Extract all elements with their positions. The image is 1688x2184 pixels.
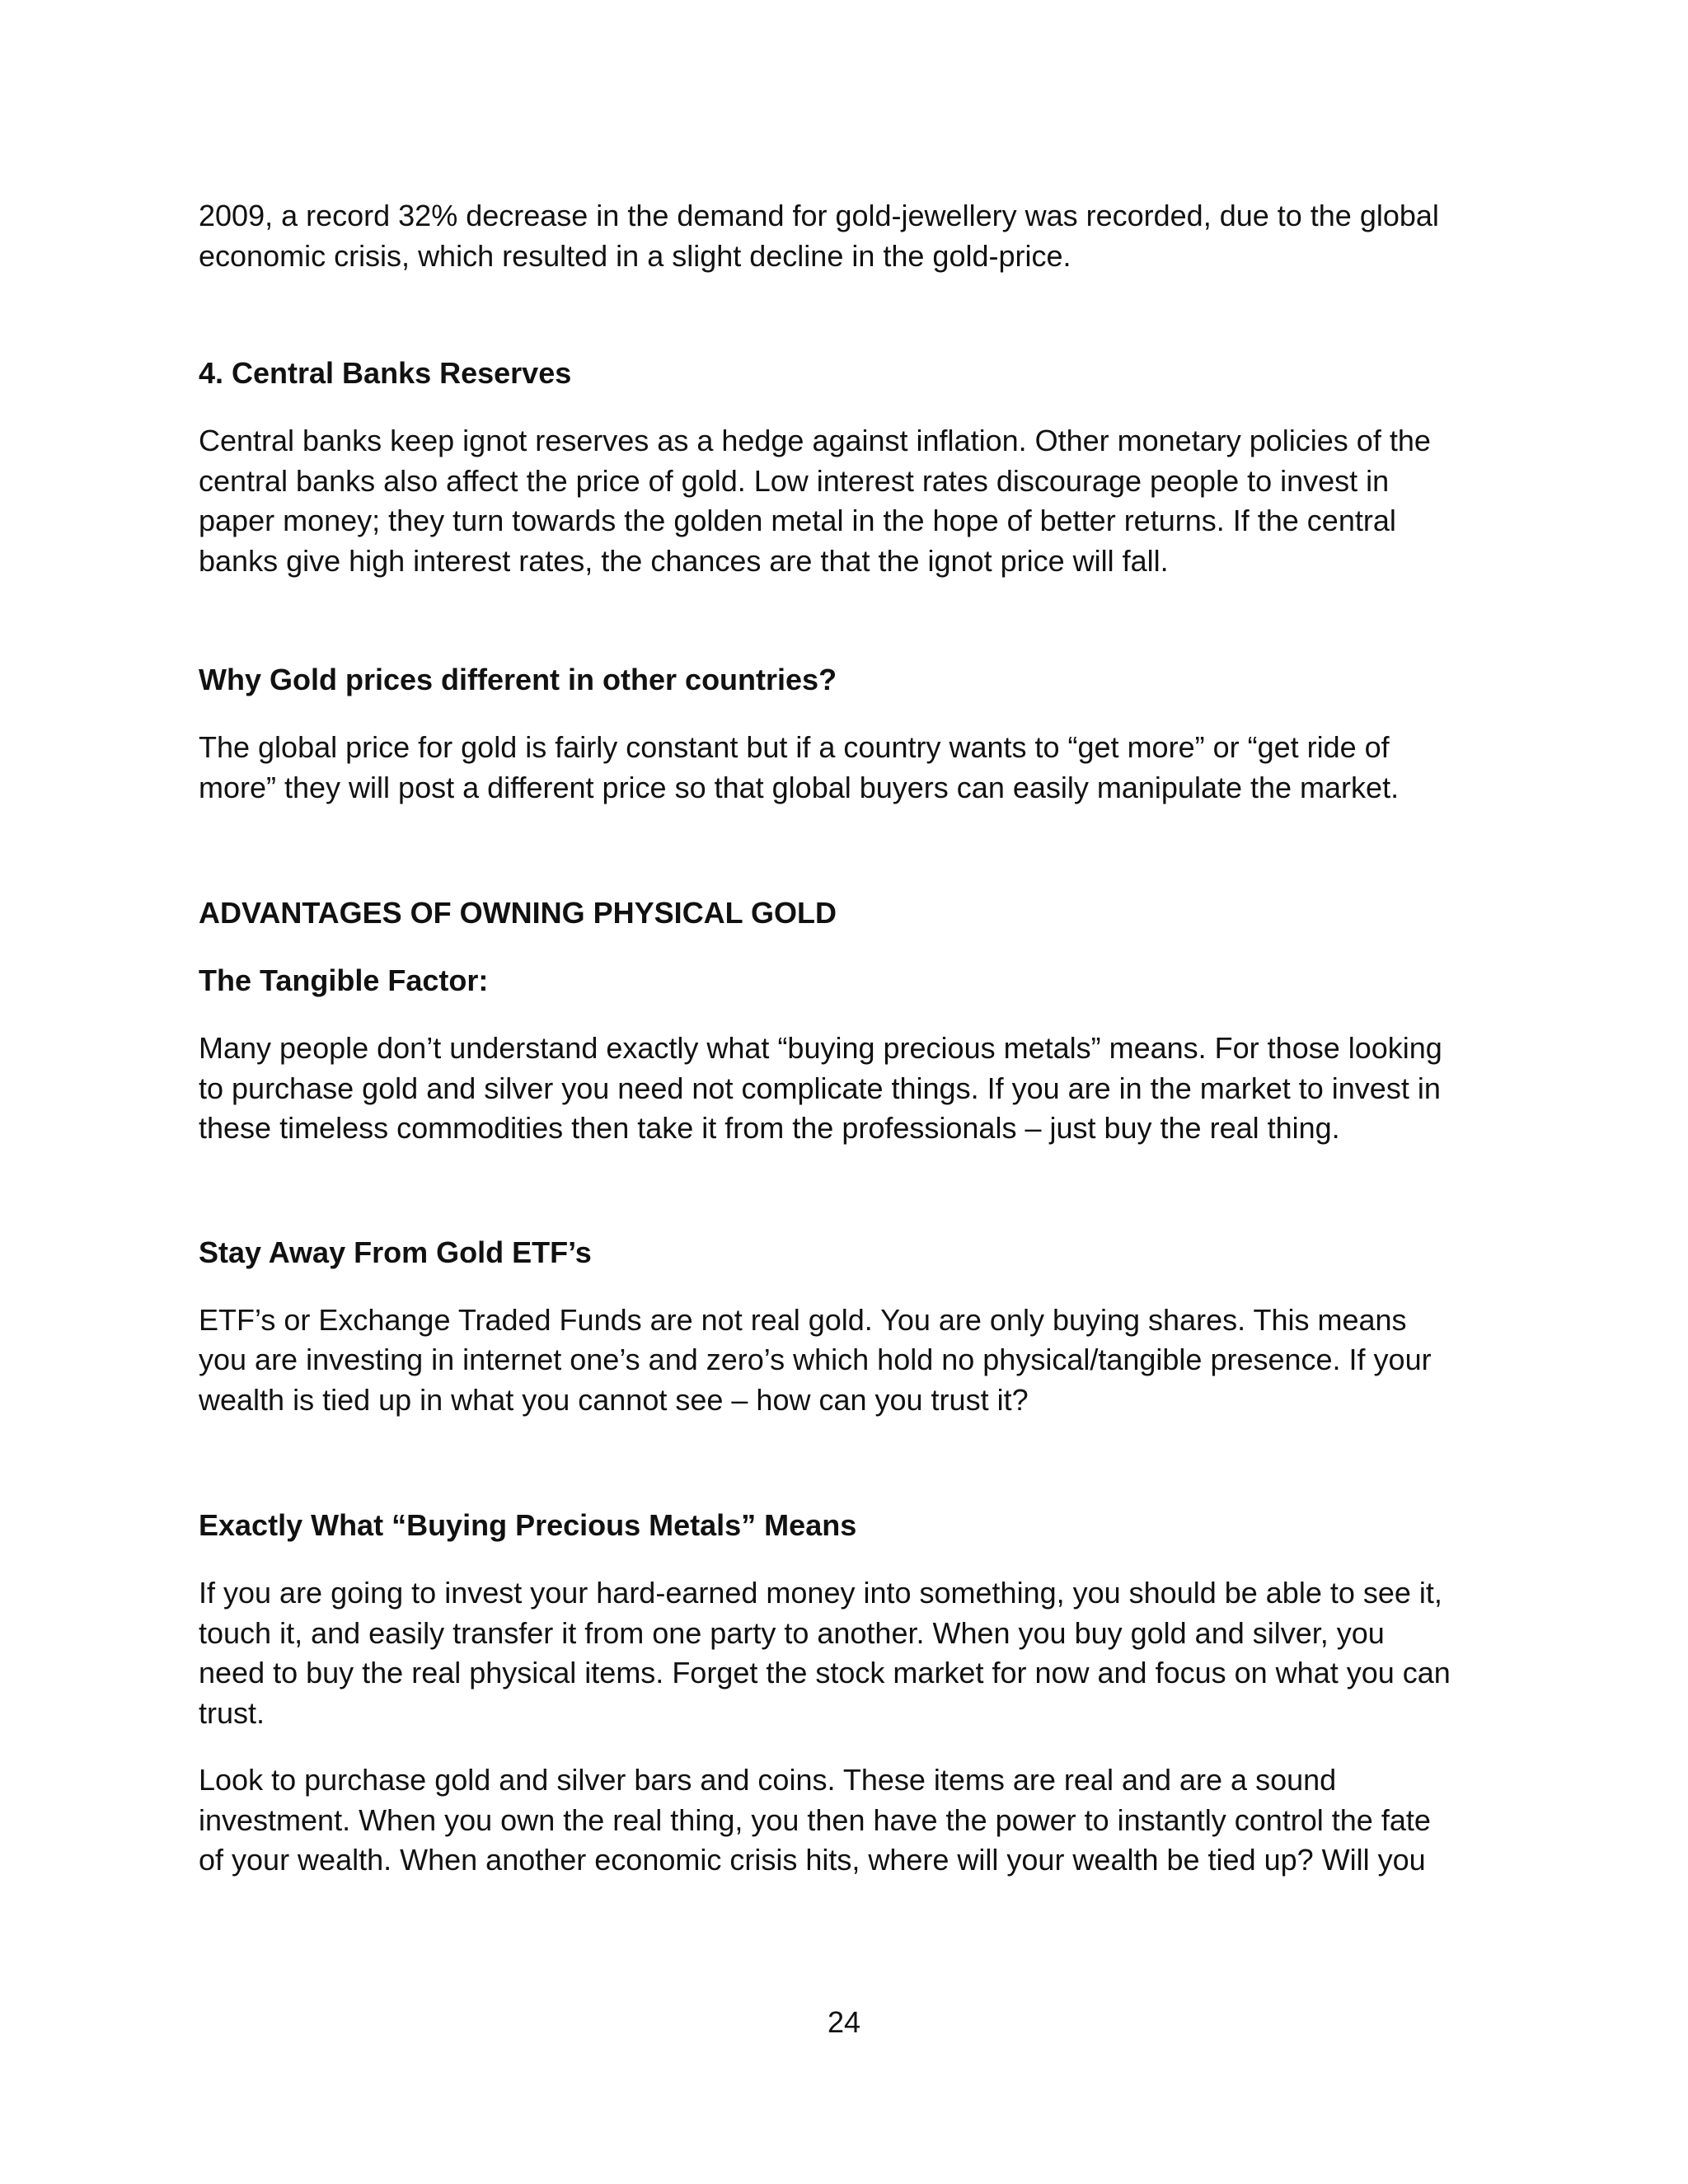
tangible-heading: The Tangible Factor: [199,963,489,997]
why-prices-heading: Why Gold prices different in other countries? [199,663,837,696]
buying-paragraph-2: Look to purchase gold and silver bars and coins. These items are real and are a sound investment. When you own the real thing, you then have the power to instantly control the fate of your wealth. When another economic crisis hits, where will your wealth be tied up? Will you [199,1763,1431,1877]
document-page [199,196,1501,1881]
why-prices-paragraph: The global price for gold is fairly constant but if a country wants to “get more” or “get ride of more” they will post a different price so that global buyers can easily manipulate the market. [199,730,1400,804]
etf-paragraph: ETF’s or Exchange Traded Funds are not real gold. You are only buying shares. This means you are investing in internet one’s and zero’s which hold no physical/tangible presence. If your wealth is tied up in what you cannot see – how can you trust it? [199,1302,1432,1417]
etf-heading: Stay Away From Gold ETF’s [199,1235,592,1269]
advantages-heading: ADVANTAGES OF OWNING PHYSICAL GOLD [199,896,837,930]
buying-heading: Exactly What “Buying Precious Metals” Means [199,1508,857,1542]
page-number: 24 [827,2005,861,2039]
intro-paragraph: 2009, a record 32% decrease in the demand for gold-jewellery was recorded, due to the global economic crisis, which resulted in a slight decline in the gold-price. [199,199,1439,273]
central-banks-heading: 4. Central Banks Reserves [199,356,572,390]
buying-paragraph-1: If you are going to invest your hard-earned money into something, you should be able to see it, touch it, and easily transfer it from one party to another. When you buy gold and silver, you need to buy the real physical items. Forget the stock market for now and focus on what you can trust. [199,1576,1451,1730]
central-banks-paragraph: Central banks keep ignot reserves as a hedge against inflation. Other monetary policies of the central banks also affect the price of gold. Low interest rates discourage people to invest in paper money; they turn towards the golden metal in the hope of better returns. If the central banks give high interest rates, the chances are that the ignot price will fall. [199,424,1431,578]
tangible-paragraph: Many people don’t understand exactly what “buying precious metals” means. For those looking to purchase gold and silver you need not complicate things. If you are in the market to invest in these timeless commodities then take it from the professionals – just buy the real thing. [199,1031,1442,1145]
